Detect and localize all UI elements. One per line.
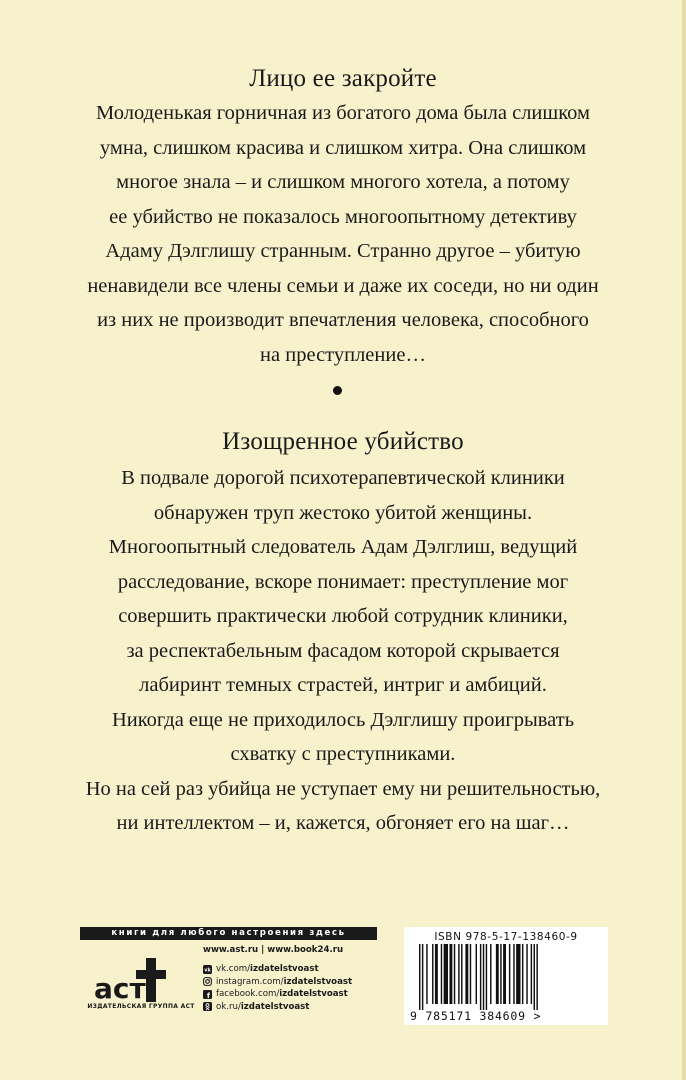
vk-icon [203, 965, 212, 974]
barcode-digits: 9 785171 384609 > [410, 1009, 542, 1023]
text-line: ее убийство не показалось многоопытному детективу [109, 205, 577, 228]
barcode-bar [449, 944, 452, 1004]
social-prefix: vk.com/ [216, 964, 251, 975]
barcode-bar [522, 944, 523, 1004]
barcode-bar [486, 944, 487, 1010]
text-line: лабиринт темных страстей, интриг и амбиций. [139, 674, 547, 696]
barcode-bar [490, 944, 491, 1004]
instagram-icon [203, 977, 212, 986]
barcode-bar [461, 944, 462, 1004]
barcode-bar [441, 944, 442, 1004]
text-line: совершить практически любой сотрудник клиники, [118, 605, 568, 627]
social-handle: izdatelstvoast [279, 989, 348, 1000]
text-line: Молоденькая горничная из богатого дома была слишком [96, 102, 590, 124]
text-line: Многоопытный следователь Адам Дэлглиш, ведущий [108, 536, 578, 558]
text-line: многое знала – и слишком многого хотела, а потому [116, 171, 570, 193]
barcode-bar [531, 944, 532, 1004]
text-line: Никогда еще не приходилось Дэлглишу проигрывать [111, 708, 575, 731]
text-line: за респектабельным фасадом которой скрывается [126, 639, 560, 662]
social-handle: izdatelstvoast [240, 1001, 310, 1012]
barcode-bar [458, 944, 459, 1004]
barcode-bar [470, 944, 471, 1004]
publisher-tagline: книги для любого настроения здесь [80, 927, 377, 940]
social-prefix: facebook.com/ [216, 989, 280, 1000]
barcode-bar [476, 944, 477, 1004]
barcode-bar [496, 944, 499, 1004]
barcode-bar [534, 944, 535, 1010]
svg-text:f: f [206, 990, 210, 999]
barcode-bar [454, 944, 455, 1004]
social-handle: izdatelstvoast [283, 976, 353, 987]
page-edge [682, 0, 686, 1080]
annotation-section-2 [60, 427, 626, 841]
text-line: В подвале дорогой психотерапевтической клиники [121, 467, 565, 489]
text-line: расследование, вскоре понимает: преступление мог [117, 570, 569, 593]
website-links[interactable]: www.ast.ru | www.book24.ru [203, 945, 344, 955]
barcode-bar [419, 944, 420, 1010]
annotation-text-1 [60, 96, 626, 372]
text-line: на преступление… [260, 343, 426, 366]
text-line: Адаму Дэлглишу странным. Странно другое – убитую [105, 240, 581, 262]
text-line: ни интеллектом – и, кажется, обгоняет его на шаг… [116, 812, 570, 834]
section-divider-dot [333, 386, 342, 395]
text-line: схватку с преступниками. [230, 743, 456, 765]
barcode-icon [411, 944, 587, 1010]
facebook-icon [203, 990, 212, 999]
barcode-bar [483, 944, 484, 1010]
social-link-vk[interactable] [203, 963, 352, 976]
barcode-bar [536, 944, 537, 1010]
text-line: из них не производит впечатления человека, способного [97, 309, 589, 331]
barcode-bar [500, 944, 501, 1004]
ok-icon [203, 1002, 212, 1011]
barcode-bar [426, 944, 427, 1004]
social-link-facebook[interactable] [203, 988, 352, 1001]
barcode-bar [513, 944, 514, 1004]
barcode-bar [503, 944, 506, 1004]
book-title-1: Лицо ее закройте [249, 65, 437, 92]
publisher-name: ИЗДАТЕЛЬСКАЯ ГРУППА АСТ [87, 1003, 195, 1010]
isbn-barcode-block [404, 927, 608, 1025]
ast-logo-icon [80, 950, 200, 1022]
annotation-text-2 [60, 461, 626, 841]
book-title-2: Изощренное убийство [222, 428, 464, 455]
logo-text: аст [94, 972, 146, 1005]
social-link-ok[interactable] [203, 1001, 352, 1014]
text-line: обнаружен труп жестоко убитой женщины. [153, 501, 533, 524]
annotation-section-1 [60, 64, 626, 372]
svg-text:vk: vk [204, 967, 211, 974]
barcode-bar [480, 944, 481, 1010]
social-link-instagram[interactable] [203, 976, 352, 989]
text-line: Но на сей раз убийца не уступает ему ни решительностью, [85, 777, 601, 800]
publisher-links [203, 945, 352, 1013]
isbn-number: ISBN 978-5-17-138460-9 [434, 931, 578, 943]
social-prefix: instagram.com/ [216, 976, 284, 987]
social-handle: izdatelstvoast [250, 964, 319, 975]
barcode-bar [509, 944, 510, 1004]
barcode-bar [422, 944, 423, 1010]
social-prefix: ok.ru/ [216, 1001, 241, 1012]
barcode-bar [444, 944, 448, 1004]
barcode-bar [465, 944, 468, 1004]
barcode-bar [516, 944, 520, 1004]
barcode-bar [435, 944, 438, 1004]
barcode-bar [526, 944, 527, 1004]
text-line: умна, слишком красива и слишком хитра. Она слишком [99, 136, 587, 159]
barcode-bar [432, 944, 433, 1004]
text-line: ненавидели все члены семьи и даже их соседи, но ни один [87, 274, 599, 297]
